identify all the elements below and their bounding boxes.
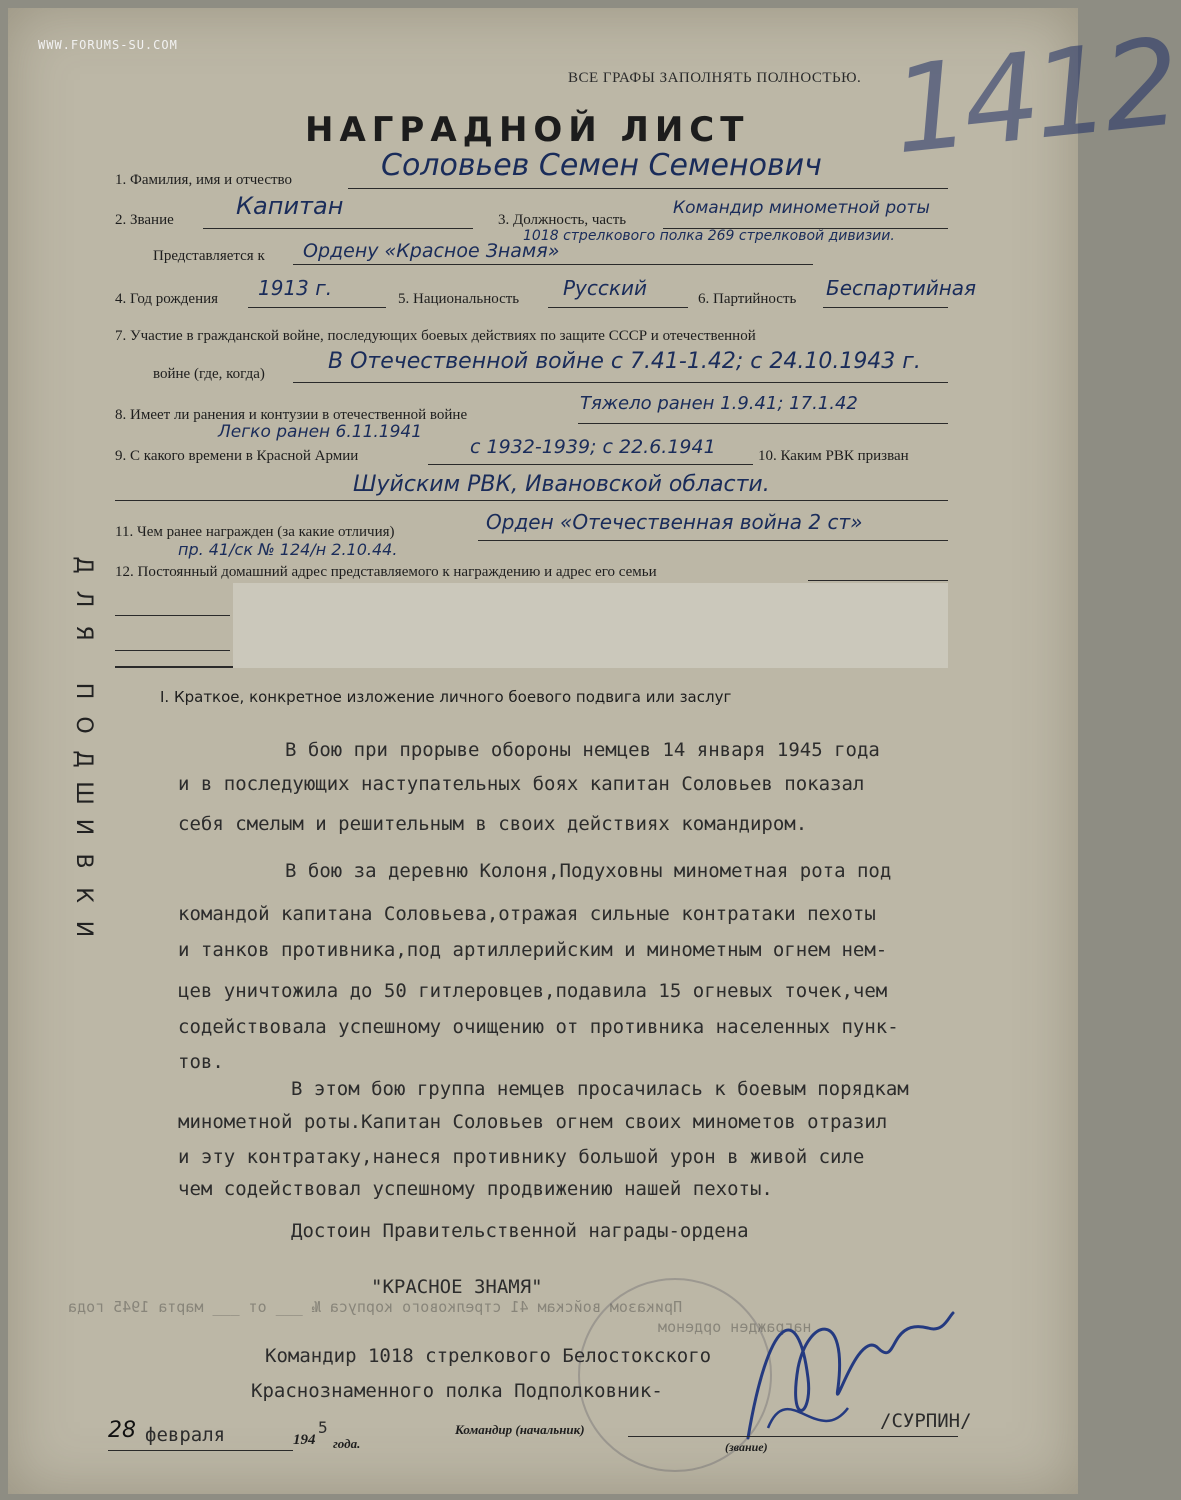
field-nationality-label: 5. Национальность bbox=[398, 291, 520, 307]
body-line: чем содействовал успешному продвижению нашей пехоты. bbox=[178, 1178, 773, 1200]
field-address-label: 12. Постоянный домашний адрес представляемого к награждению и адрес его семьи bbox=[115, 564, 657, 580]
body-line: себя смелым и решительным в своих действиях командиром. bbox=[178, 813, 808, 835]
field-wounds-value: Тяжело ранен 1.9.41; 17.1.42 bbox=[580, 393, 858, 414]
watermark: WWW.FORUMS-SU.COM bbox=[38, 38, 178, 52]
field-nationality-value: Русский bbox=[563, 276, 647, 300]
field-awards-value-2: пр. 41/ск № 124/н 2.10.44. bbox=[178, 540, 398, 559]
body-line: минометной роты.Капитан Соловьев огнем своих минометов отразил bbox=[178, 1111, 888, 1133]
side-letter: И bbox=[71, 920, 96, 938]
bleed-through-text-b: награжден орденом bbox=[658, 1318, 812, 1336]
field-party-value: Беспартийная bbox=[826, 276, 977, 300]
side-letter: Ш bbox=[71, 781, 96, 805]
side-binding-label bbox=[70, 548, 96, 946]
field-rank-value: Капитан bbox=[236, 192, 344, 220]
side-letter: О bbox=[71, 716, 96, 734]
field-represented-value: Ордену «Красное Знамя» bbox=[303, 240, 560, 262]
side-letter: Д bbox=[71, 750, 96, 768]
body-line: и эту контратаку,нанеся противнику большой урон в живой силе bbox=[178, 1146, 865, 1168]
side-letter: И bbox=[71, 818, 96, 836]
body-line: В этом бою группа немцев просачилась к боевым порядкам bbox=[291, 1078, 909, 1100]
commander-line-2: Краснознаменного полка Подполковник- bbox=[251, 1380, 663, 1402]
commander-line-1: Командир 1018 стрелкового Белостокского bbox=[265, 1345, 712, 1367]
body-line: В бою за деревню Колоня,Подуховны минометная рота под bbox=[285, 860, 892, 882]
body-line: тов. bbox=[178, 1051, 224, 1073]
bleed-through-text: Приказом войскам 41 стрелкового корпуса № ___ от ___ марта 1945 года bbox=[68, 1298, 683, 1316]
field-birthyear-label: 4. Год рождения bbox=[115, 291, 219, 307]
document-number: 1412 bbox=[886, 13, 1181, 182]
award-name: "КРАСНОЕ ЗНАМЯ" bbox=[371, 1276, 543, 1298]
date-year-prefix: 194 bbox=[293, 1432, 316, 1448]
field-rvk-value: Шуйским РВК, Ивановской области. bbox=[353, 472, 770, 497]
side-letter: Л bbox=[71, 590, 96, 608]
field-party-label: 6. Партийность bbox=[698, 291, 797, 307]
field-position-label: 3. Должность, часть bbox=[498, 212, 627, 228]
top-note: ВСЕ ГРАФЫ ЗАПОЛНЯТЬ ПОЛНОСТЬЮ. bbox=[568, 70, 862, 86]
field-war-label: 7. Участие в гражданской войне, последующих боевых действиях по защите СССР и отечественной bbox=[115, 328, 756, 344]
field-wounds-value-2: Легко ранен 6.11.1941 bbox=[218, 422, 423, 442]
date-month: февраля bbox=[145, 1424, 226, 1446]
rank-label: (звание) bbox=[725, 1440, 768, 1454]
date-day: 28 bbox=[108, 1418, 136, 1443]
field-birthyear-value: 1913 г. bbox=[258, 276, 333, 300]
field-war-label-b: войне (где, когда) bbox=[153, 366, 265, 382]
field-name-label: 1. Фамилия, имя и отчество bbox=[115, 172, 293, 188]
commander-label: Командир (начальник) bbox=[455, 1422, 585, 1437]
field-rank-label: 2. Звание bbox=[115, 212, 174, 228]
body-line: цев уничтожила до 50 гитлеровцев,подавила 15 огневых точек,чем bbox=[178, 980, 888, 1002]
body-line: и танков противника,под артиллерийским и минометным огнем нем- bbox=[178, 939, 888, 961]
redacted-address bbox=[233, 583, 948, 668]
section-heading: I. Краткое, конкретное изложение личного боевого подвига или заслуг bbox=[160, 688, 732, 706]
field-army-since-value: с 1932-1939; с 22.6.1941 bbox=[470, 436, 716, 458]
field-wounds-label: 8. Имеет ли ранения и контузии в отечественной войне bbox=[115, 407, 468, 423]
side-letter: Д bbox=[71, 556, 96, 574]
body-line: и в последующих наступательных боях капитан Соловьев показал bbox=[178, 773, 865, 795]
field-name-value: Соловьев Семен Семенович bbox=[381, 148, 822, 183]
field-awards-value: Орден «Отечественная война 2 ст» bbox=[486, 510, 863, 534]
date-year-digit: 5 bbox=[318, 1418, 328, 1437]
field-war-value: В Отечественной войне с 7.41-1.42; с 24.10.1943 г. bbox=[328, 349, 921, 374]
body-line: содействовала успешному очищению от противника населенных пунк- bbox=[178, 1016, 899, 1038]
side-letter: П bbox=[71, 682, 96, 700]
body-line: командой капитана Соловьева,отражая сильные контратаки пехоты bbox=[178, 903, 876, 925]
field-position-value-2: 1018 стрелкового полка 269 стрелковой дивизии. bbox=[523, 228, 895, 244]
field-army-since-label: 9. С какого времени в Красной Армии bbox=[115, 448, 359, 464]
document-sheet bbox=[8, 8, 1181, 1494]
field-rvk-label: 10. Каким РВК призван bbox=[758, 448, 909, 464]
side-letter: К bbox=[71, 887, 96, 903]
field-position-value: Командир минометной роты bbox=[673, 198, 930, 218]
field-awards-label: 11. Чем ранее награжден (за какие отличия) bbox=[115, 524, 395, 540]
side-letter: В bbox=[71, 853, 96, 869]
signature-name: /СУРПИН/ bbox=[880, 1410, 972, 1432]
body-line: Достоин Правительственной награды-ордена bbox=[291, 1220, 749, 1242]
field-represented-label: Представляется к bbox=[153, 248, 265, 264]
side-letter: Я bbox=[71, 625, 96, 641]
body-line: В бою при прорыве обороны немцев 14 января 1945 года bbox=[285, 739, 880, 761]
date-suffix: года. bbox=[333, 1436, 361, 1451]
page-title: НАГРАДНОЙ ЛИСТ bbox=[305, 110, 750, 150]
